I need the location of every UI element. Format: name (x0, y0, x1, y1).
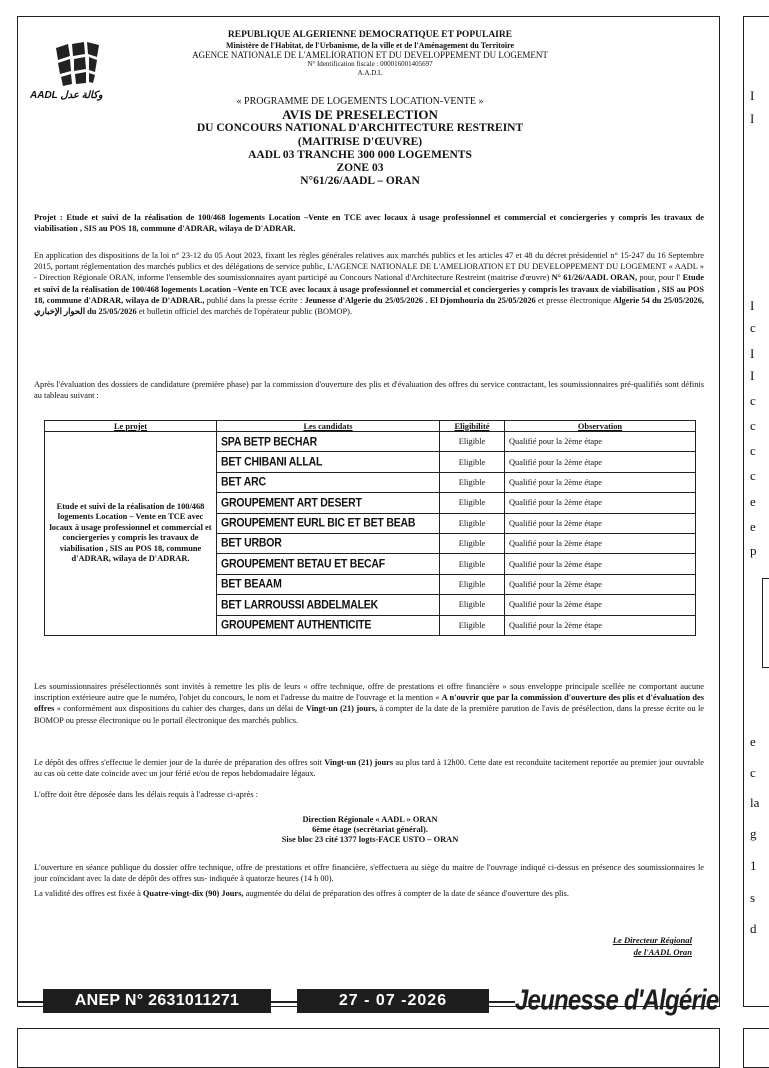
depot-text-a: Le dépôt des offres s'effectue le dernier jour de la durée de préparation des offres soit (34, 758, 325, 767)
header-candidats: Les candidats (217, 421, 440, 432)
side-letter: c (750, 320, 756, 335)
side-letter: I (750, 368, 755, 383)
side-letter: p (750, 543, 757, 558)
candidate-name: GROUPEMENT AUTHENTICITE (217, 613, 440, 636)
next-announcement-frame (17, 1028, 720, 1068)
application-text-1: En application des dispositions de la loi n° 23-12 du 05 Aout 2023, fixant les règles générales relatives aux marchés publics et les articles 47 et 48 du décret présidentiel n° 15-247 du 16 Septembre 2015, portant réglementation des marchés publics et des délégations de service public, (34, 251, 704, 272)
notice-titles (60, 96, 660, 189)
observation-cell: Qualifié pour la 2ème étape (505, 615, 696, 635)
application-press-online: Algerie 54 du 25/05/2026, الحوار الإخباري du 25/05/2026 (34, 295, 704, 316)
side-letter: 1 (750, 858, 757, 873)
anep-number-badge: ANEP N° 2631011271 (43, 989, 271, 1013)
delivery-address (120, 815, 620, 845)
application-text-11: et bulletin officiel des marchés de l'opérateur public (BOMOP). (136, 306, 353, 316)
invitation-text-c: » conformément aux dispositions du cahier des charges, dans un délai de (54, 704, 306, 714)
candidate-name: BET URBOR (217, 532, 440, 555)
side-letter: I (750, 88, 755, 103)
candidate-name: BET ARC (217, 471, 440, 494)
side-letter: e (750, 494, 756, 509)
side-letter: d (750, 921, 757, 936)
validite-text-c: augmentée du délai de préparation des offres à compter de la date de séance d'ouverture des plis. (243, 889, 570, 898)
application-agency: L'AGENCE NATIONALE DE L'AMELIORATION ET DU DEVELOPPEMENT DU LOGEMENT « AADL » - Direction Régionale ORAN, (34, 262, 704, 283)
projet-paragraph (34, 212, 704, 234)
side-letter: I (750, 111, 755, 126)
maitrise-title: (MAITRISE D'ŒUVRE) (297, 135, 423, 148)
eligibility-cell: Eligible (440, 574, 505, 594)
eligibility-cell: Eligible (440, 595, 505, 615)
application-paragraph (34, 250, 704, 317)
side-letter: s (750, 890, 756, 905)
validite-text-a: La validité des offres est fixée à (34, 889, 143, 898)
invitation-text-e: à compter de la date de la première parution de l'avis de présélection, dans la presse écrite ou le BOMOP ou presse électronique ou le portail électronique des marchés publics. (34, 704, 705, 725)
candidate-name: GROUPEMENT ART DESERT (217, 491, 440, 514)
side-letter: c (750, 443, 756, 458)
signature-line-1: Le Directeur Régional (612, 935, 692, 945)
candidate-name: SPA BETP BECHAR (217, 430, 440, 453)
invitation-paragraph (34, 681, 704, 726)
side-letter: c (750, 418, 756, 433)
eligibility-cell: Eligible (440, 554, 505, 574)
candidate-name: BET BEAAM (217, 573, 440, 596)
invitation-mention: A n'ouvrir que par la commission d'ouverture des plis et d'évaluation des offres (34, 693, 704, 714)
zone-title: ZONE 03 (336, 162, 384, 175)
projet-cell: Etude et suivi de la réalisation de 100/468 logements Location – Vente en TCE avec locaux à usage professionnel et commercial et conciergeries y compris les travaux de viabilisation , SIS au POS 18, commune d'ADRAR, wilaya de D'ADRAR. (45, 432, 217, 636)
depot-text-c: au plus tard à 12h00. Cette date est reconduite tacitement reportée au premier jour ouvrable au cas où cette date coïncide avec un jour férié et/ou de repos hebdomadaire légaux. (34, 758, 704, 779)
table-row (45, 432, 696, 452)
application-text-3: informe l'ensemble des soumissionnaires ayant participé au Concours National d'Architecture Restreint (maitrise d'œuvre) (135, 273, 552, 283)
projet-text: Etude et suivi de la réalisation de 100/468 logements Location –Vente en TCE avec locaux à usage professionnel et commercial et conciergeries y compris les travaux de viabilisation , SIS au POS 18, commune d'ADRAR, wilaya de D'ADRAR. (34, 213, 705, 234)
application-text-7: publié dans la presse écrite : (204, 295, 305, 305)
newspaper-name: Jeunesse d'Algérie (515, 984, 719, 1017)
projet-label: Projet : (34, 213, 67, 222)
signature-line-2: de l'AADL Oran (633, 947, 692, 958)
publication-footer (0, 984, 769, 1020)
fiscal-id-line: N° Identification fiscale : 000016001405697 (307, 60, 433, 69)
side-letter: e (750, 519, 756, 534)
observation-cell: Qualifié pour la 2ème étape (505, 493, 696, 513)
eligibility-cell: Eligible (440, 493, 505, 513)
eligibility-cell: Eligible (440, 533, 505, 553)
side-letter: c (750, 468, 756, 483)
side-table-fragment (762, 578, 769, 668)
side-letter: c (750, 765, 756, 780)
aadl-logo-mark-icon (52, 42, 102, 86)
invitation-text-a: Les soumissionnaires présélectionnés sont invités à remettre les plis de leurs « offre technique, offre de prestations et offre financière » sous enveloppe principale scellée ne comportant aucune inscription extérieure autre que le numéro, l'objet du concours, le nom et l'adresse du maitre de l'ouvrage et la mention « (34, 682, 704, 703)
application-text-5: pour, pour l' (637, 273, 683, 283)
invitation-delay: Vingt-un (21) jours, (305, 704, 378, 714)
eligibility-cell: Eligible (440, 615, 505, 635)
header-projet: Le projet (45, 421, 217, 432)
numero-title: N°61/26/AADL – ORAN (300, 175, 420, 188)
candidate-name: GROUPEMENT EURL BIC ET BET BEAB (217, 512, 440, 535)
observation-cell: Qualifié pour la 2ème étape (505, 533, 696, 553)
republic-line: REPUBLIQUE ALGERIENNE DEMOCRATIQUE ET POPULAIRE (227, 30, 513, 40)
side-letter: c (750, 393, 756, 408)
tranche-title: AADL 03 TRANCHE 300 000 LOGEMENTS (248, 148, 472, 161)
observation-cell: Qualifié pour la 2ème étape (505, 574, 696, 594)
eligibility-cell: Eligible (440, 452, 505, 472)
observation-cell: Qualifié pour la 2ème étape (505, 472, 696, 492)
aadl-acronym: A.A.D.L (357, 68, 383, 77)
candidate-name: BET CHIBANI ALLAL (217, 450, 440, 473)
observation-cell: Qualifié pour la 2ème étape (505, 554, 696, 574)
ministry-line: Ministère de l'Habitat, de l'Urbanisme, de la ville et de l'Aménagement du Territoire (225, 40, 515, 50)
validite-paragraph (34, 888, 704, 899)
concours-title: DU CONCOURS NATIONAL D'ARCHITECTURE RESTREINT (196, 122, 524, 135)
observation-cell: Qualifié pour la 2ème étape (505, 432, 696, 452)
side-letter: I (750, 298, 755, 313)
application-press-print: Jeunesse d'Algerie du 25/05/2026 . El Djomhouria du 25/05/2026 (304, 295, 536, 305)
eligibility-cell: Eligible (440, 472, 505, 492)
depot-paragraph (34, 757, 704, 779)
candidate-name: BET LARROUSSI ABDELMALEK (217, 593, 440, 616)
observation-cell: Qualifié pour la 2ème étape (505, 513, 696, 533)
candidates-table (44, 420, 696, 636)
observation-cell: Qualifié pour la 2ème étape (505, 595, 696, 615)
address-line-2: 6ème étage (secrétariat général). (312, 825, 428, 835)
next-adjacent-frame (743, 1028, 769, 1068)
observation-cell: Qualifié pour la 2ème étape (505, 452, 696, 472)
footer-rule (17, 1001, 43, 1003)
depot-delay: Vingt-un (21) jours (324, 758, 394, 767)
ouverture-paragraph: L'ouverture en séance publique du dossier offre technique, offre de prestations et offre financière, s'effectuera au siège du maitre de l'ouvrage indiqué ci-dessus en présence des soumissionnaires le jour coïncidant avec la date de dépôt des offres sus- indiquée à quatorze heures (14 h 00). (34, 863, 704, 884)
avis-title: AVIS DE PRESELECTION (282, 106, 438, 122)
publication-date-badge: 27 - 07 -2026 (297, 989, 489, 1013)
candidate-name: GROUPEMENT BETAU ET BECAF (217, 552, 440, 575)
offre-deposee-line: L'offre doit être déposée dans les délais requis à l'adresse ci-après : (34, 790, 259, 799)
programme-title: « PROGRAMME DE LOGEMENTS LOCATION-VENTE » (236, 96, 484, 107)
footer-rule (271, 1001, 297, 1003)
address-line-3: Sise bloc 23 cité 1377 logts-FACE USTO – ORAN (281, 835, 459, 845)
agency-line: AGENCE NATIONALE DE L'AMELIORATION ET DU DEVELOPPEMENT DU LOGEMENT (192, 50, 548, 61)
side-letter: I (750, 346, 755, 361)
logo-text: AADL وكالة عدل (30, 90, 103, 101)
application-numero: N° 61/26/AADL ORAN, (551, 273, 638, 283)
header-observation: Observation (505, 421, 696, 432)
application-text-9: et presse électronique (535, 295, 614, 305)
validite-delay: Quatre-vingt-dix (90) Jours, (142, 889, 244, 898)
side-letter: la (750, 795, 760, 810)
side-letter: e (750, 734, 756, 749)
eligibility-cell: Eligible (440, 432, 505, 452)
evaluation-paragraph: Après l'évaluation des dossiers de candidature (première phase) par la commission d'ouverture des plis et d'évaluation des offres du service contractant, les soumissionnaires pré-qualifiés sont définis au tableau suivant : (34, 380, 704, 401)
signature-block (520, 934, 692, 959)
header-eligibilite: Eligibilité (440, 421, 505, 432)
eligibility-cell: Eligible (440, 513, 505, 533)
footer-rule (489, 1001, 515, 1003)
side-letter: g (750, 826, 757, 841)
document-header (130, 30, 610, 77)
application-projet: Etude et suivi de la réalisation de 100/468 logements Location –Vente en TCE avec locaux à usage professionnel et commercial et conciergeries y compris les travaux de viabilisation , SIS au POS 18, commune d'ADRAR, wilaya de D'ADRAR., (34, 273, 705, 305)
address-line-1: Direction Régionale « AADL » ORAN (302, 815, 438, 824)
